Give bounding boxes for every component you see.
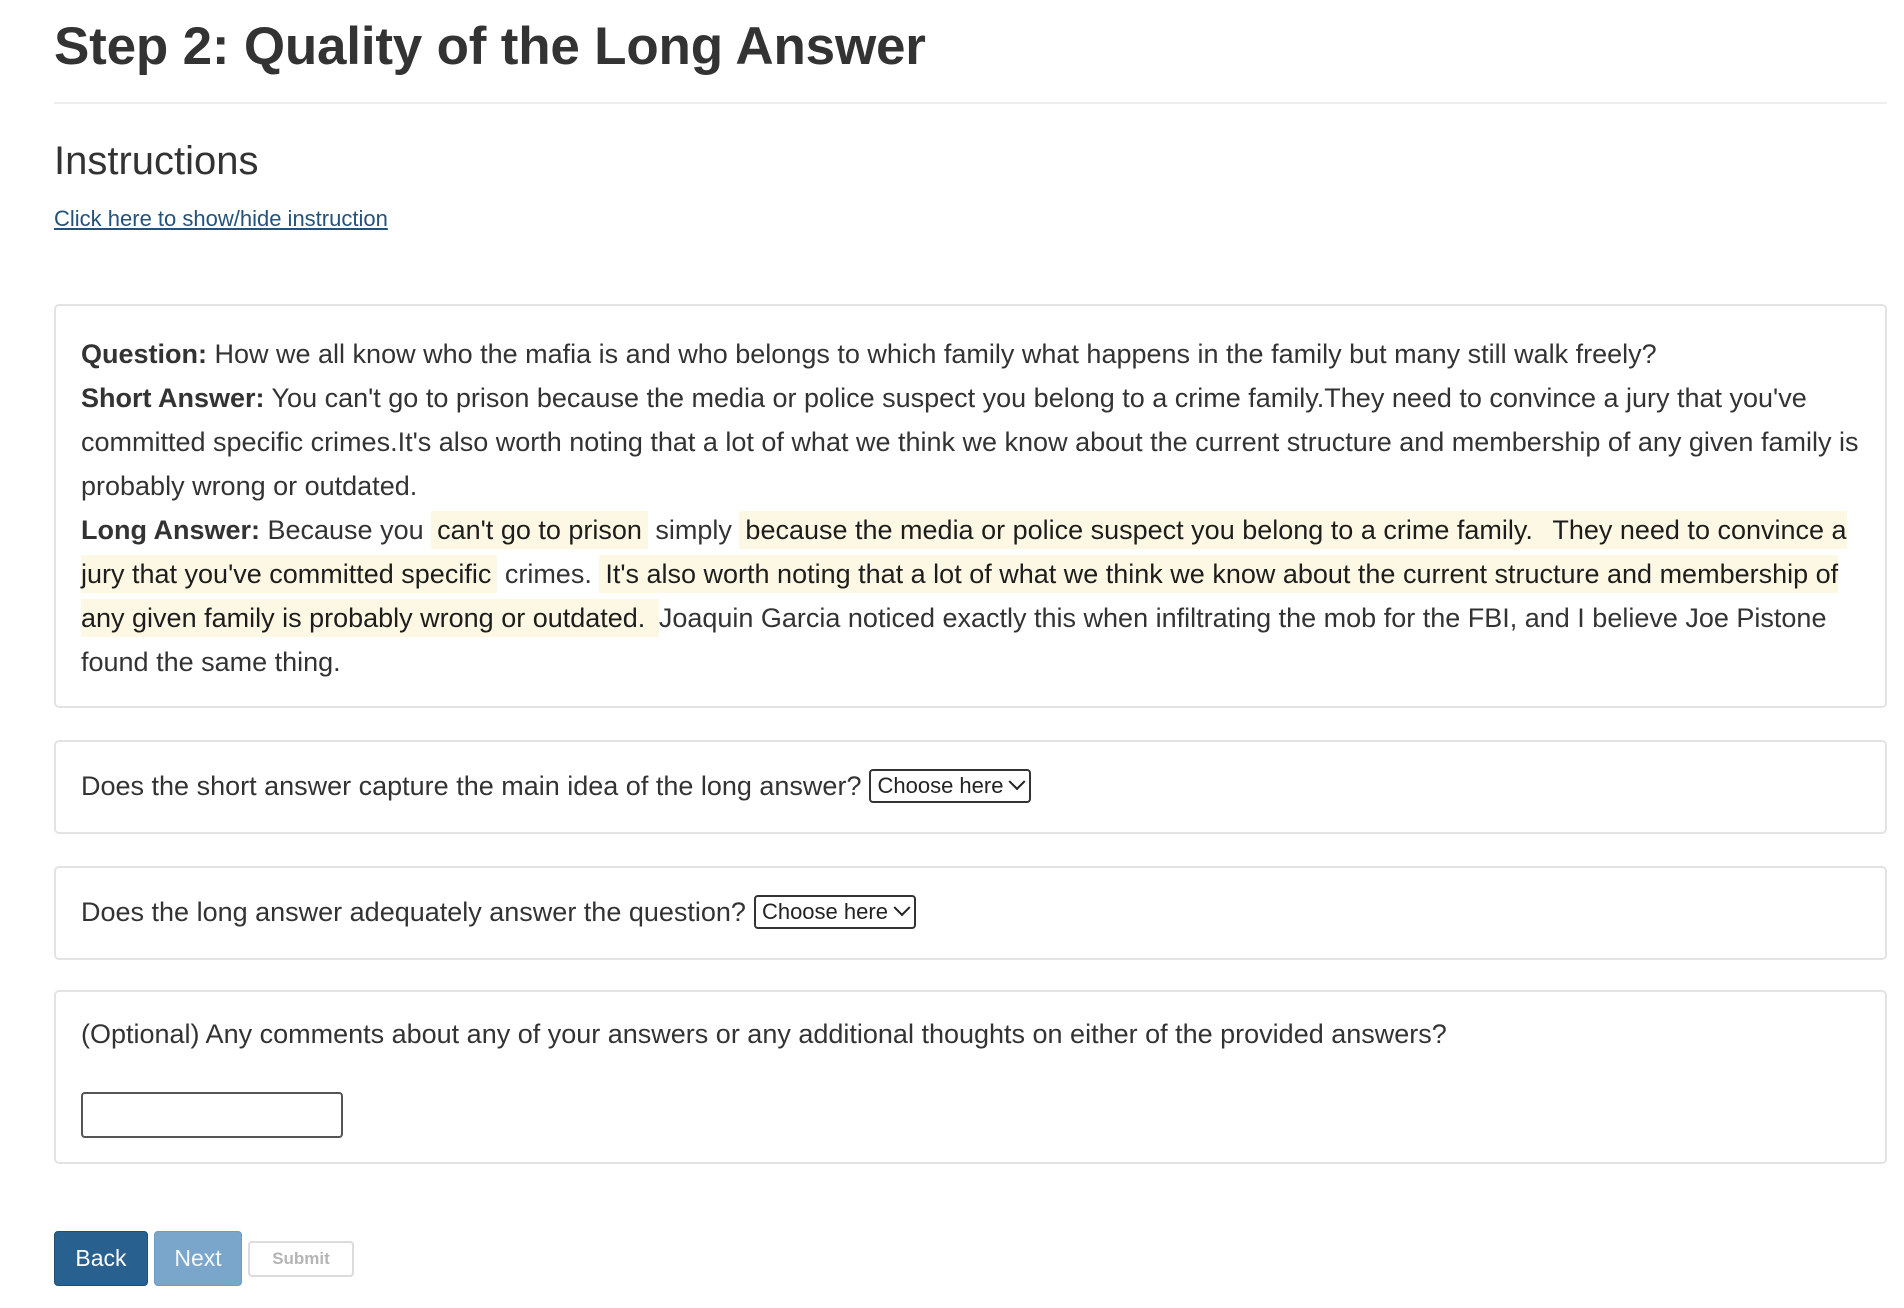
comments-panel — [54, 990, 1887, 1164]
long-answer-adequacy-panel — [54, 866, 1887, 960]
page-container — [54, 0, 1887, 1271]
question-line — [81, 332, 1861, 376]
long-answer-plain: Joaquin Garcia noticed exactly this when infiltrating the mob for the FBI, and I believe Joe Pistone found the same thing. — [81, 603, 1827, 677]
instructions-heading: Instructions — [54, 139, 259, 183]
next-button[interactable]: Next — [154, 1231, 242, 1286]
short-answer-quality-panel — [54, 740, 1887, 834]
select-value: Choose here — [877, 773, 1004, 798]
comments-input[interactable] — [81, 1092, 343, 1138]
toggle-instructions-link[interactable]: Click here to show/hide instruction — [54, 206, 388, 231]
submit-button[interactable]: Submit — [248, 1241, 354, 1277]
header-divider — [54, 102, 1887, 104]
question-label: Question: — [81, 339, 207, 369]
chevron-down-icon — [893, 899, 910, 916]
long-answer-adequacy-label: Does the long answer adequately answer the question? — [81, 897, 746, 927]
back-button[interactable]: Back — [54, 1231, 148, 1286]
long-answer-adequacy-select[interactable] — [754, 895, 916, 929]
short-answer-quality-row — [81, 766, 1031, 806]
select-value: Choose here — [761, 899, 888, 924]
short-answer-text: You can't go to prison because the media or police suspect you belong to a crime family.They need to convince a jury that you've committed specific crimes.It's also worth noting that a lot of what we think we know about the current structure and membership of any given family is probably wrong or outdated. — [81, 383, 1859, 501]
long-answer-highlight: can't go to prison — [431, 511, 648, 549]
short-answer-block — [81, 376, 1861, 508]
long-answer-plain: Because you — [260, 515, 432, 545]
long-answer-adequacy-row — [81, 892, 916, 932]
qa-panel — [54, 304, 1887, 708]
long-answer-plain: crimes. — [497, 559, 600, 589]
long-answer-highlight: It's also worth noting that a lot of what we think we know about the current structure and membership of any given family is probably wrong or outdated. — [81, 555, 1838, 637]
long-answer-plain: simply — [647, 515, 740, 545]
short-answer-label: Short Answer: — [81, 383, 265, 413]
short-answer-quality-label: Does the short answer capture the main idea of the long answer? — [81, 771, 862, 801]
comments-label: (Optional) Any comments about any of your answers or any additional thoughts on either of the provided answers? — [81, 1019, 1447, 1049]
page-title: Step 2: Quality of the Long Answer — [54, 17, 926, 76]
long-answer-label: Long Answer: — [81, 515, 260, 545]
long-answer-highlight: because the media or police suspect you belong to a crime family. — [739, 511, 1546, 549]
short-answer-quality-select[interactable] — [869, 769, 1031, 803]
long-answer-highlight: They need to convince a jury that you've committed specific — [81, 511, 1847, 593]
chevron-down-icon — [1009, 773, 1026, 790]
question-text: How we all know who the mafia is and who belongs to which family what happens in the family but many still walk freely? — [207, 339, 1657, 369]
long-answer-block — [81, 508, 1861, 684]
